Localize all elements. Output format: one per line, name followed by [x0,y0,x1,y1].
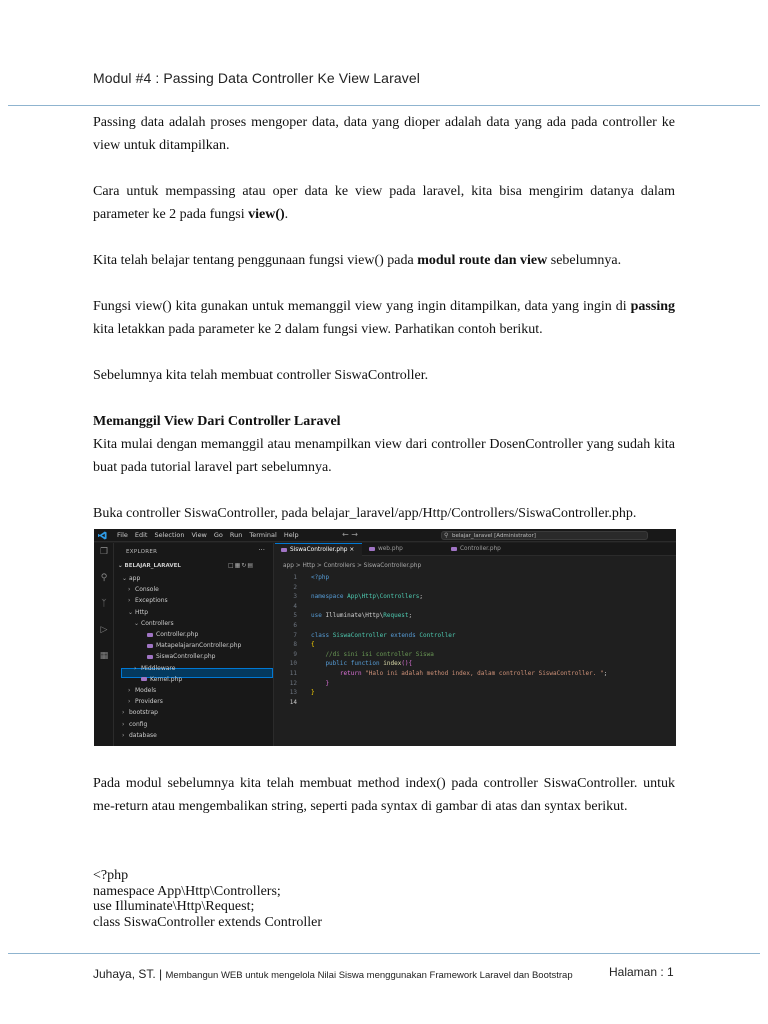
chevron-down-icon: ⌄ [122,575,128,582]
code-editor-screenshot [94,529,676,746]
line-number: 6 [293,622,297,629]
code-token: ; [408,612,413,620]
paragraph-intro: Passing data adalah proses mengoper data, data yang dioper adalah data yang ada pada controller ke view untuk ditampilkan. [93,115,675,153]
project-root[interactable]: ⌄ BELAJAR_LARAVEL [118,563,181,569]
tree-item-label: Models [135,687,157,694]
bold-term-passing: passing [630,299,675,314]
tree-item[interactable] [128,584,159,595]
chevron-right-icon: › [134,664,137,672]
line-number: 5 [293,612,297,620]
tree-item-label: Providers [135,698,163,706]
code-snippet-line: <?php [93,868,129,883]
code-line-11 [275,669,675,679]
menu-file[interactable]: File [117,531,128,539]
activity-bar [94,543,114,746]
tab-web-php[interactable] [363,543,443,556]
editor-titlebar [94,529,676,542]
tree-item[interactable] [128,696,163,707]
paragraph-text: sebelumnya. [547,253,622,268]
code-line-2 [275,583,675,593]
code-line-8 [275,640,675,650]
php-file-icon [147,655,153,659]
tree-item-label: Middleware [141,664,176,672]
source-control-icon[interactable]: ᛉ [101,599,107,609]
code-token: namespace [311,593,348,601]
paragraph-index-method: Pada modul sebelumnya kita telah membuat method index() pada controller SiswaController. untuk me-return atau mengembalikan string, seperti pada syntax di gambar di atas dan syntax berikut. [93,776,675,814]
paragraph-text: Fungsi view() kita gunakan untuk memanggil view yang ingin ditampilkan, data yang ingin di [93,299,631,314]
tree-item-label: Controller.php [156,631,199,638]
tree-item[interactable] [122,573,140,584]
line-number: 4 [293,602,297,610]
tree-item-label: Exceptions [135,597,168,605]
code-snippet-line: use Illuminate\Http\Request; [93,899,255,914]
code-token: (){ [401,660,413,668]
line-number: 9 [293,650,297,658]
code-token: public function [311,660,384,668]
header-divider [8,105,760,106]
tree-item[interactable] [128,595,168,606]
line-number: 11 [289,670,297,677]
code-line-14 [275,698,675,708]
code-token: App\Http\Controllers [347,593,420,601]
footer-book-title: Membangun WEB untuk mengelola Nilai Siswa menggunakan Framework Laravel dan Bootstrap [165,970,573,981]
footer-author: Juhaya, ST. | [93,967,166,981]
paragraph-view-function [93,295,675,341]
menu-edit[interactable]: Edit [134,531,148,539]
code-token: ; [419,593,423,601]
explorer-toolbar-icons[interactable]: □▦↻▤ [228,562,255,569]
tree-item-label: MatapelajaranController.php [156,642,242,650]
code-line-7 [275,631,675,641]
tree-item[interactable] [128,607,148,618]
tab-label: Controller.php [460,546,501,552]
code-token: //di sini isi controller Siswa [311,650,434,658]
menu-view[interactable]: View [191,531,207,539]
chevron-down-icon: ⌄ [134,619,140,627]
code-line-9 [275,650,675,660]
tree-item-label: Http [135,608,149,616]
paragraph-dosen-controller: Kita mulai dengan memanggil atau menampilkan view dari controller DosenController yang sudah kita buat pada tutorial laravel part sebelumnya. [93,437,675,475]
code-token: use [311,612,326,620]
tab-controller-php[interactable] [445,543,535,556]
php-file-icon [451,547,457,551]
tree-item[interactable] [140,640,241,651]
search-box-text: belajar_laravel [Administrator] [452,533,536,539]
code-line-10 [275,659,675,669]
chevron-right-icon: › [122,731,125,739]
tab-close-icon[interactable]: × [349,547,355,553]
chevron-down-icon: ⌄ [128,608,134,616]
code-token: ; [603,670,608,677]
paragraph-text: Kita telah belajar tentang penggunaan fungsi view() pada [93,253,418,268]
line-number: 14 [289,698,297,706]
tab-label: web.php [378,546,403,552]
code-token: class [311,631,333,639]
editor-menubar [117,531,306,539]
tree-item-label: database [129,731,157,739]
paragraph-prior-module [93,249,675,272]
menu-terminal[interactable]: Terminal [249,531,277,539]
footer-divider [8,953,760,954]
tree-item-label: SiswaController.php [156,653,216,661]
run-debug-icon[interactable]: ▷ [100,625,108,635]
tree-item[interactable] [128,685,156,696]
php-code-snippet [93,868,322,930]
tree-item[interactable] [122,719,147,730]
line-number: 10 [289,660,297,668]
menu-run[interactable]: Run [229,531,243,539]
line-number: 2 [293,583,297,591]
code-token: index [383,660,402,668]
tree-item[interactable] [140,629,198,640]
chevron-right-icon: › [122,709,125,717]
paragraph-text: Cara untuk mempassing atau oper data ke view pada laravel, kita bisa mengirim datanya dalam parameter ke 2 pada fungsi [93,184,675,222]
code-line-3 [275,592,675,602]
page-footer [93,965,674,983]
chevron-right-icon: › [128,597,131,605]
chevron-right-icon: › [128,586,131,594]
project-name: BELAJAR_LARAVEL [124,563,181,569]
tree-item[interactable] [134,674,182,685]
editor-tab-bar [275,543,676,556]
tree-item[interactable] [134,618,174,629]
line-number: 1 [293,574,297,581]
tree-item-label: Kernel.php [150,675,183,683]
menu-help[interactable]: Help [283,531,299,539]
paragraph-siswa-controller: Sebelumnya kita telah membuat controller SiswaController. [93,368,429,383]
line-number: 3 [293,593,297,601]
command-search-box[interactable] [441,531,648,540]
code-line-12 [275,679,675,689]
menu-selection[interactable]: Selection [154,531,185,539]
code-snippet-line: class SiswaController extends Controller [93,914,323,930]
code-line-5 [275,611,675,621]
php-file-icon [141,677,147,681]
paragraph-passing-method [93,180,675,226]
php-file-icon [147,644,153,648]
code-token: Request [383,612,409,620]
code-token: { [311,641,315,649]
explorer-label: EXPLORER [126,549,158,555]
code-token: } [311,689,315,697]
code-token: Controller [419,631,456,639]
php-file-icon [147,633,153,637]
paragraph-text: kita letakkan pada parameter ke 2 dalam fungsi view. Parhatikan contoh berikut. [93,322,543,337]
tree-item-label: bootstrap [129,709,158,717]
chevron-right-icon: › [122,720,125,728]
tree-item[interactable] [140,651,215,662]
tab-siswacontroller[interactable] [275,543,362,556]
tab-label: SiswaController.php [290,547,348,553]
tree-item-label: Console [135,586,159,594]
line-number: 13 [289,689,297,697]
search-icon[interactable]: ⚲ [100,573,108,583]
code-line-4 [275,602,675,612]
line-number: 12 [289,679,297,687]
tree-item[interactable] [134,663,175,674]
code-line-13 [275,688,675,698]
code-line-6 [275,621,675,631]
php-file-icon [369,547,375,551]
code-token: extends [386,631,420,639]
line-number: 8 [293,641,297,649]
tree-item-label: app [129,575,141,582]
chevron-right-icon: › [128,698,131,706]
code-token: <?php [311,574,330,581]
editor-breadcrumb[interactable]: app > Http > Controllers > SiswaController.php [283,563,422,569]
paragraph-text: . [284,207,289,222]
php-file-icon [281,548,287,552]
search-icon: ⚲ [444,532,449,539]
tree-item-label: Controllers [141,619,174,627]
bold-term-view: view() [248,207,285,222]
code-token: return [311,670,366,677]
section-heading: Memanggil View Dari Controller Laravel [93,414,341,429]
tree-item[interactable] [122,730,157,741]
explorer-sidebar [114,543,274,746]
tree-item[interactable] [122,707,158,718]
chevron-right-icon: › [128,687,131,694]
paragraph-open-controller: Buka controller SiswaController, pada belajar_laravel/app/Http/Controllers/SiswaController.php. [93,506,637,521]
code-token: Illuminate\Http\ [325,612,384,620]
extensions-icon[interactable]: ▦ [99,651,109,661]
code-line-1 [275,573,675,583]
page-header-title: Modul #4 : Passing Data Controller Ke View Laravel [93,70,420,86]
vscode-logo-icon [98,531,107,540]
explorer-files-icon[interactable]: ❐ [99,547,109,557]
line-number: 7 [293,631,297,639]
footer-page-number: Halaman : 1 [609,965,674,979]
bold-term-module: modul route dan view [417,253,548,268]
nav-arrows[interactable]: ← → [342,530,358,539]
more-actions-icon[interactable]: ··· [258,546,265,554]
code-token: SiswaController [332,631,387,639]
menu-go[interactable]: Go [213,531,223,539]
code-token: } [311,679,330,687]
tree-item-label: config [129,720,148,728]
code-token: "Halo ini adalah method index, dalam controller SiswaController. " [365,670,604,677]
code-snippet-line: namespace App\Http\Controllers; [93,883,281,899]
